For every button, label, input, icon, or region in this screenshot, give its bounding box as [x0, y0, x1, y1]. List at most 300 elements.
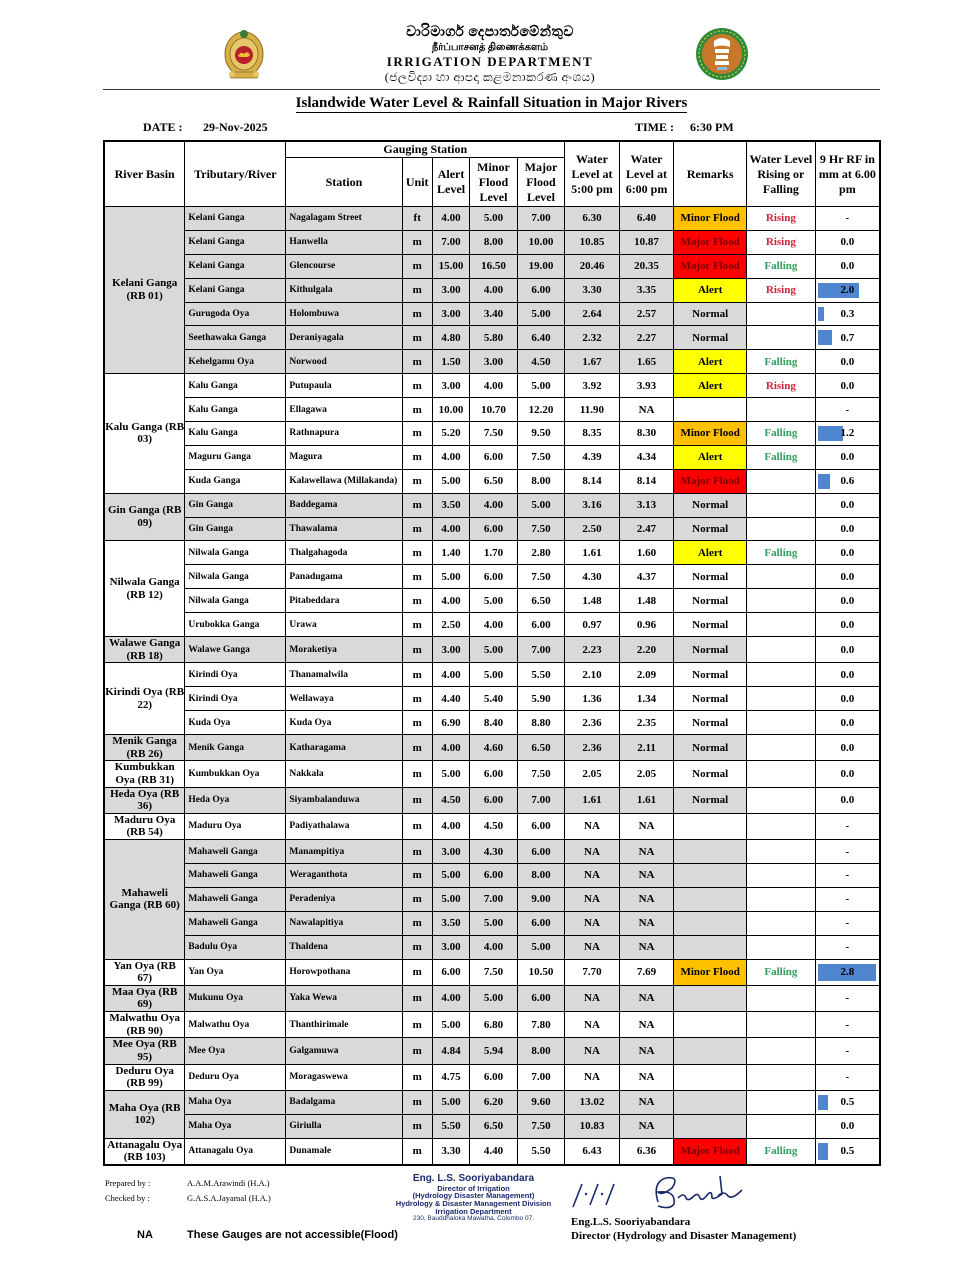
- table-row: [104, 1038, 880, 1064]
- minor-flood-cell: 10.70: [470, 398, 517, 422]
- minor-flood-cell: 16.50: [470, 254, 517, 278]
- river-basin-cell: Gin Ganga (RB 09): [104, 493, 185, 541]
- water-level-6pm-cell: 8.14: [619, 469, 674, 493]
- trend-cell: [747, 734, 816, 760]
- rainfall-value: 0.0: [840, 643, 855, 656]
- alert-level-cell: 3.00: [432, 840, 469, 864]
- alert-level-cell: 1.50: [432, 350, 469, 374]
- major-flood-cell: 7.00: [517, 787, 565, 813]
- rainfall-value: 0.0: [840, 692, 855, 705]
- remarks-cell: Major Flood: [674, 469, 747, 493]
- water-level-6pm-cell: NA: [619, 1114, 674, 1138]
- water-level-5pm-cell: 20.46: [565, 254, 620, 278]
- unit-cell: m: [402, 541, 432, 565]
- station-cell: Rathnapura: [286, 422, 402, 446]
- major-flood-cell: 4.50: [517, 350, 565, 374]
- station-cell: Thaldena: [286, 935, 402, 959]
- minor-flood-cell: 5.80: [470, 326, 517, 350]
- unit-cell: m: [402, 887, 432, 911]
- rainfall-value: 2.8: [840, 966, 855, 979]
- station-cell: Padiyathalawa: [286, 813, 402, 839]
- station-cell: Deraniyagala: [286, 326, 402, 350]
- remarks-cell: Minor Flood: [674, 207, 747, 231]
- remarks-cell: Normal: [674, 711, 747, 735]
- rainfall-cell: [815, 935, 880, 959]
- remarks-cell: [674, 398, 747, 422]
- water-level-6pm-cell: NA: [619, 935, 674, 959]
- signatory-block: [571, 1215, 796, 1244]
- rainfall-bar: [818, 1143, 828, 1160]
- rainfall-cell: [815, 637, 880, 663]
- station-cell: Horowpothana: [286, 959, 402, 985]
- table-row: [104, 374, 880, 398]
- table-row: [104, 1012, 880, 1038]
- minor-flood-cell: 3.40: [470, 302, 517, 326]
- trend-cell: [747, 493, 816, 517]
- table-row: [104, 734, 880, 760]
- table-row: [104, 887, 880, 911]
- tributary-cell: Kelani Ganga: [185, 207, 286, 231]
- tributary-cell: Maha Oya: [185, 1090, 286, 1114]
- rainfall-bar: [818, 474, 830, 489]
- rainfall-value: -: [845, 869, 850, 882]
- alert-level-cell: 4.00: [432, 985, 469, 1011]
- tributary-cell: Malwathu Oya: [185, 1012, 286, 1038]
- alert-level-cell: 15.00: [432, 254, 469, 278]
- rainfall-cell: [815, 493, 880, 517]
- table-row: [104, 911, 880, 935]
- major-flood-cell: 7.80: [517, 1012, 565, 1038]
- station-cell: Moragaswewa: [286, 1064, 402, 1090]
- water-level-5pm-cell: 2.50: [565, 517, 620, 541]
- minor-flood-cell: 8.40: [470, 711, 517, 735]
- table-row: [104, 1138, 880, 1165]
- date-value: 29-Nov-2025: [203, 120, 268, 134]
- station-cell: Giriulla: [286, 1114, 402, 1138]
- rainfall-cell: [815, 469, 880, 493]
- rainfall-cell: [815, 374, 880, 398]
- trend-cell: Falling: [747, 959, 816, 985]
- water-level-5pm-cell: 1.67: [565, 350, 620, 374]
- unit-cell: m: [402, 1114, 432, 1138]
- station-cell: Urawa: [286, 613, 402, 637]
- minor-flood-cell: 5.00: [470, 985, 517, 1011]
- stamp-division: Hydrology & Disaster Management Division: [395, 1199, 552, 1209]
- alert-level-cell: 5.50: [432, 1114, 469, 1138]
- trend-cell: Falling: [747, 445, 816, 469]
- water-level-5pm-cell: NA: [565, 864, 620, 888]
- station-cell: Norwood: [286, 350, 402, 374]
- station-cell: Magura: [286, 445, 402, 469]
- rainfall-value: 0.0: [840, 794, 855, 807]
- minor-flood-cell: 6.50: [470, 1114, 517, 1138]
- alert-level-cell: 3.00: [432, 935, 469, 959]
- alert-level-cell: 4.00: [432, 207, 469, 231]
- station-cell: Siyambalanduwa: [286, 787, 402, 813]
- unit-cell: m: [402, 1012, 432, 1038]
- remarks-cell: Alert: [674, 278, 747, 302]
- rainfall-cell: [815, 911, 880, 935]
- minor-flood-cell: 6.00: [470, 517, 517, 541]
- water-level-5pm-cell: 2.64: [565, 302, 620, 326]
- water-level-5pm-cell: NA: [565, 813, 620, 839]
- remarks-cell: Normal: [674, 663, 747, 687]
- signatory-name: Eng.L.S. Sooriyabandara: [571, 1216, 691, 1228]
- water-level-5pm-cell: NA: [565, 1038, 620, 1064]
- rainfall-value: 1.2: [840, 427, 855, 440]
- rainfall-value: 0.0: [840, 668, 855, 681]
- alert-level-cell: 5.00: [432, 761, 469, 787]
- water-level-5pm-cell: 2.36: [565, 734, 620, 760]
- report-title: Islandwide Water Level & Rainfall Situation in Major Rivers: [295, 95, 688, 111]
- major-flood-cell: 7.50: [517, 1114, 565, 1138]
- major-flood-cell: 6.00: [517, 911, 565, 935]
- alert-level-cell: 3.30: [432, 1138, 469, 1165]
- minor-flood-cell: 6.00: [470, 565, 517, 589]
- water-level-6pm-cell: NA: [619, 864, 674, 888]
- major-flood-cell: 7.50: [517, 565, 565, 589]
- trend-cell: [747, 887, 816, 911]
- time-label: TIME :: [635, 120, 674, 134]
- remarks-cell: Normal: [674, 734, 747, 760]
- rainfall-value: -: [845, 1018, 850, 1031]
- stamp-sub: (Hydrology Disaster Management): [412, 1191, 535, 1201]
- tributary-cell: Kuda Ganga: [185, 469, 286, 493]
- trend-cell: [747, 589, 816, 613]
- rainfall-value: 0.0: [840, 523, 855, 536]
- rainfall-value: 0.0: [840, 379, 855, 392]
- table-row: [104, 517, 880, 541]
- letterhead: [0, 0, 976, 92]
- major-flood-cell: 6.00: [517, 840, 565, 864]
- unit-cell: m: [402, 517, 432, 541]
- tributary-cell: Kalu Ganga: [185, 374, 286, 398]
- table-row: [104, 207, 880, 231]
- river-basin-cell: Menik Ganga (RB 26): [104, 734, 185, 760]
- table-row: [104, 761, 880, 787]
- water-level-6pm-cell: NA: [619, 1090, 674, 1114]
- alert-level-cell: 4.00: [432, 813, 469, 839]
- minor-flood-cell: 6.00: [470, 787, 517, 813]
- station-cell: Galgamuwa: [286, 1038, 402, 1064]
- minor-flood-cell: 5.00: [470, 589, 517, 613]
- trend-cell: Rising: [747, 374, 816, 398]
- tributary-cell: Mahaweli Ganga: [185, 887, 286, 911]
- water-level-5pm-cell: 7.70: [565, 959, 620, 985]
- water-level-5pm-cell: NA: [565, 985, 620, 1011]
- rainfall-value: 0.0: [840, 594, 855, 607]
- trend-cell: [747, 840, 816, 864]
- water-level-table: [103, 140, 881, 1166]
- major-flood-cell: 7.50: [517, 517, 565, 541]
- table-row: [104, 663, 880, 687]
- water-level-5pm-cell: 6.43: [565, 1138, 620, 1165]
- rainfall-cell: [815, 350, 880, 374]
- tributary-cell: Gin Ganga: [185, 517, 286, 541]
- rainfall-value: -: [845, 941, 850, 954]
- rainfall-cell: [815, 787, 880, 813]
- minor-flood-cell: 6.00: [470, 864, 517, 888]
- unit-cell: m: [402, 350, 432, 374]
- minor-flood-cell: 4.00: [470, 374, 517, 398]
- unit-cell: m: [402, 985, 432, 1011]
- table-row: [104, 637, 880, 663]
- table-row: [104, 541, 880, 565]
- water-level-6pm-cell: NA: [619, 985, 674, 1011]
- header-wl5: Water Level at 5:00 pm: [565, 141, 620, 207]
- water-level-5pm-cell: 2.05: [565, 761, 620, 787]
- minor-flood-cell: 5.00: [470, 207, 517, 231]
- water-level-6pm-cell: 8.30: [619, 422, 674, 446]
- remarks-cell: Normal: [674, 493, 747, 517]
- table-row: [104, 469, 880, 493]
- rainfall-cell: [815, 887, 880, 911]
- river-basin-cell: Deduru Oya (RB 99): [104, 1064, 185, 1090]
- rainfall-value: 0.0: [840, 570, 855, 583]
- rainfall-cell: [815, 864, 880, 888]
- station-cell: Thalgahagoda: [286, 541, 402, 565]
- major-flood-cell: 7.50: [517, 445, 565, 469]
- station-cell: Panadugama: [286, 565, 402, 589]
- rainfall-cell: [815, 1090, 880, 1114]
- station-cell: Nawalapitiya: [286, 911, 402, 935]
- alert-level-cell: 3.50: [432, 493, 469, 517]
- unit-cell: m: [402, 422, 432, 446]
- minor-flood-cell: 6.80: [470, 1012, 517, 1038]
- trend-cell: [747, 761, 816, 787]
- station-cell: Glencourse: [286, 254, 402, 278]
- remarks-cell: Normal: [674, 302, 747, 326]
- alert-level-cell: 4.00: [432, 445, 469, 469]
- table-body: [104, 207, 880, 1166]
- tributary-cell: Nilwala Ganga: [185, 565, 286, 589]
- water-level-5pm-cell: 4.39: [565, 445, 620, 469]
- river-basin-cell: Maha Oya (RB 102): [104, 1090, 185, 1138]
- water-level-6pm-cell: 2.27: [619, 326, 674, 350]
- remarks-cell: Normal: [674, 589, 747, 613]
- minor-flood-cell: 7.00: [470, 887, 517, 911]
- alert-level-cell: 4.50: [432, 787, 469, 813]
- trend-cell: [747, 637, 816, 663]
- trend-cell: [747, 613, 816, 637]
- tributary-cell: Maha Oya: [185, 1114, 286, 1138]
- river-basin-cell: Kelani Ganga (RB 01): [104, 207, 185, 374]
- table-row: [104, 302, 880, 326]
- rainfall-bar: [818, 330, 833, 345]
- major-flood-cell: 19.00: [517, 254, 565, 278]
- header-minor: Minor Flood Level: [470, 158, 517, 207]
- unit-cell: m: [402, 840, 432, 864]
- station-cell: Thanamalwila: [286, 663, 402, 687]
- major-flood-cell: 8.00: [517, 469, 565, 493]
- remarks-cell: Normal: [674, 326, 747, 350]
- table-row: [104, 1090, 880, 1114]
- water-level-5pm-cell: 2.23: [565, 637, 620, 663]
- water-level-6pm-cell: NA: [619, 840, 674, 864]
- alert-level-cell: 4.75: [432, 1064, 469, 1090]
- alert-level-cell: 3.00: [432, 302, 469, 326]
- rainfall-cell: [815, 1138, 880, 1165]
- remarks-cell: Normal: [674, 687, 747, 711]
- minor-flood-cell: 4.40: [470, 1138, 517, 1165]
- alert-level-cell: 5.00: [432, 469, 469, 493]
- water-level-6pm-cell: 2.47: [619, 517, 674, 541]
- header-divider: [103, 89, 880, 90]
- header-river-basin: River Basin: [104, 141, 185, 207]
- minor-flood-cell: 3.00: [470, 350, 517, 374]
- water-level-5pm-cell: 11.90: [565, 398, 620, 422]
- remarks-cell: [674, 1012, 747, 1038]
- unit-cell: m: [402, 398, 432, 422]
- rainfall-cell: [815, 663, 880, 687]
- rainfall-cell: [815, 1114, 880, 1138]
- alert-level-cell: 5.00: [432, 1090, 469, 1114]
- alert-level-cell: 5.20: [432, 422, 469, 446]
- major-flood-cell: 6.50: [517, 589, 565, 613]
- water-level-5pm-cell: 8.14: [565, 469, 620, 493]
- minor-flood-cell: 5.00: [470, 637, 517, 663]
- remarks-cell: [674, 911, 747, 935]
- checked-by-name: G.A.S.A.Jayamal (H.A.): [187, 1193, 271, 1203]
- remarks-cell: [674, 935, 747, 959]
- prepared-by-name: A.A.M.Arawindi (H.A.): [187, 1178, 270, 1188]
- major-flood-cell: 5.00: [517, 935, 565, 959]
- water-level-6pm-cell: 1.61: [619, 787, 674, 813]
- remarks-cell: [674, 887, 747, 911]
- alert-level-cell: 3.00: [432, 374, 469, 398]
- department-name-sinhala: වාරිමාර්ග දෙපාර්තමේන්තුව: [406, 25, 574, 40]
- alert-level-cell: 6.90: [432, 711, 469, 735]
- rainfall-value: -: [845, 992, 850, 1005]
- tributary-cell: Walawe Ganga: [185, 637, 286, 663]
- major-flood-cell: 5.00: [517, 493, 565, 517]
- unit-cell: m: [402, 734, 432, 760]
- remarks-cell: [674, 1090, 747, 1114]
- major-flood-cell: 5.50: [517, 663, 565, 687]
- water-level-6pm-cell: NA: [619, 1064, 674, 1090]
- rainfall-cell: [815, 541, 880, 565]
- water-level-6pm-cell: 2.57: [619, 302, 674, 326]
- rainfall-value: 0.0: [840, 716, 855, 729]
- rainfall-cell: [815, 734, 880, 760]
- alert-level-cell: 5.00: [432, 565, 469, 589]
- station-cell: Kithulgala: [286, 278, 402, 302]
- trend-cell: [747, 935, 816, 959]
- rainfall-cell: [815, 445, 880, 469]
- rainfall-cell: [815, 761, 880, 787]
- remarks-cell: Alert: [674, 445, 747, 469]
- water-level-5pm-cell: 8.35: [565, 422, 620, 446]
- unit-cell: m: [402, 565, 432, 589]
- major-flood-cell: 6.00: [517, 613, 565, 637]
- trend-cell: Falling: [747, 254, 816, 278]
- table-row: [104, 278, 880, 302]
- trend-cell: Falling: [747, 1138, 816, 1165]
- remarks-cell: Minor Flood: [674, 422, 747, 446]
- table-row: [104, 959, 880, 985]
- major-flood-cell: 7.50: [517, 761, 565, 787]
- minor-flood-cell: 5.00: [470, 663, 517, 687]
- tributary-cell: Attanagalu Oya: [185, 1138, 286, 1165]
- rainfall-cell: [815, 517, 880, 541]
- unit-cell: m: [402, 302, 432, 326]
- tributary-cell: Urubokka Ganga: [185, 613, 286, 637]
- river-basin-cell: Heda Oya (RB 36): [104, 787, 185, 813]
- rainfall-value: -: [845, 893, 850, 906]
- rainfall-value: 0.0: [840, 618, 855, 631]
- tributary-cell: Kirindi Oya: [185, 663, 286, 687]
- major-flood-cell: 7.00: [517, 1064, 565, 1090]
- alert-level-cell: 2.50: [432, 613, 469, 637]
- table-row: [104, 350, 880, 374]
- major-flood-cell: 7.00: [517, 207, 565, 231]
- table-header: [104, 141, 880, 207]
- remarks-cell: Minor Flood: [674, 959, 747, 985]
- station-cell: Katharagama: [286, 734, 402, 760]
- trend-cell: [747, 398, 816, 422]
- rainfall-cell: [815, 1012, 880, 1038]
- remarks-cell: Normal: [674, 613, 747, 637]
- minor-flood-cell: 4.00: [470, 935, 517, 959]
- rainfall-value: 0.0: [840, 499, 855, 512]
- water-level-5pm-cell: NA: [565, 911, 620, 935]
- unit-cell: m: [402, 787, 432, 813]
- rainfall-value: -: [845, 917, 850, 930]
- remarks-cell: [674, 1038, 747, 1064]
- unit-cell: m: [402, 589, 432, 613]
- major-flood-cell: 6.00: [517, 278, 565, 302]
- trend-cell: [747, 302, 816, 326]
- department-name-block: [300, 26, 680, 83]
- table-row: [104, 935, 880, 959]
- major-flood-cell: 9.50: [517, 422, 565, 446]
- minor-flood-cell: 7.50: [470, 959, 517, 985]
- water-level-6pm-cell: 1.65: [619, 350, 674, 374]
- station-cell: Putupaula: [286, 374, 402, 398]
- header-remarks: Remarks: [674, 141, 747, 207]
- water-level-5pm-cell: 6.30: [565, 207, 620, 231]
- trend-cell: [747, 469, 816, 493]
- alert-level-cell: 10.00: [432, 398, 469, 422]
- station-cell: Yaka Wewa: [286, 985, 402, 1011]
- trend-cell: [747, 1064, 816, 1090]
- department-name-tamil: நீர்ப்பாசனத் திணைக்களம்: [431, 42, 549, 53]
- minor-flood-cell: 4.50: [470, 813, 517, 839]
- table-row: [104, 1114, 880, 1138]
- department-name-english: IRRIGATION DEPARTMENT: [386, 54, 594, 69]
- rainfall-value: -: [845, 845, 850, 858]
- remarks-cell: [674, 1114, 747, 1138]
- unit-cell: m: [402, 613, 432, 637]
- water-level-6pm-cell: NA: [619, 813, 674, 839]
- water-level-6pm-cell: 3.35: [619, 278, 674, 302]
- sri-lanka-emblem-icon: [220, 26, 268, 82]
- table-row: [104, 398, 880, 422]
- tributary-cell: Kalu Ganga: [185, 398, 286, 422]
- header-gauging-station: Gauging Station: [286, 141, 565, 158]
- table-row: [104, 565, 880, 589]
- river-basin-cell: Yan Oya (RB 67): [104, 959, 185, 985]
- rainfall-cell: [815, 254, 880, 278]
- rainfall-cell: [815, 565, 880, 589]
- alert-level-cell: 3.00: [432, 278, 469, 302]
- major-flood-cell: 6.40: [517, 326, 565, 350]
- rainfall-bar: [818, 1095, 828, 1110]
- tributary-cell: Mukunu Oya: [185, 985, 286, 1011]
- minor-flood-cell: 5.94: [470, 1038, 517, 1064]
- tributary-cell: Kirindi Oya: [185, 687, 286, 711]
- water-level-6pm-cell: 6.40: [619, 207, 674, 231]
